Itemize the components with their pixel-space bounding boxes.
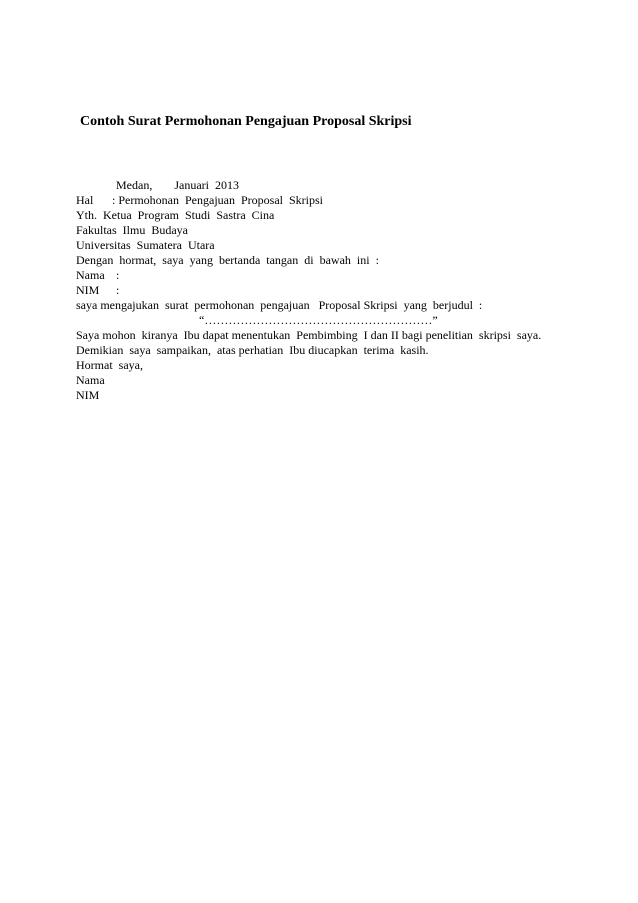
document-title: Contoh Surat Permohonan Pengajuan Proposal Skripsi (80, 114, 412, 129)
paragraph-2: Demikian saya sampaikan, atas perhatian Ibu diucapkan terima kasih. (76, 343, 429, 357)
paragraph-1: Saya mohon kiranya Ibu dapat menentukan Pembimbing I dan II bagi penelitian skripsi saya. (76, 328, 542, 342)
subject-line (76, 193, 541, 208)
quoted-title-line: “…………………………………………………” (199, 313, 438, 327)
date-value: Januari 2013 (174, 178, 239, 192)
recipient-line-3: Universitas Sumatera Utara (76, 238, 215, 252)
subject-value: : Permohonan Pengajuan Proposal Skripsi (112, 193, 323, 207)
greeting-line: Dengan hormat, saya yang bertanda tangan di bawah ini : (76, 253, 379, 267)
recipient-line-1: Yth. Ketua Program Studi Sastra Cina (76, 208, 275, 222)
nim-value: : (116, 283, 120, 297)
nama-value: : (116, 268, 120, 282)
date-line (76, 178, 541, 193)
letter-body (76, 178, 541, 403)
closing-line: Hormat saya, (76, 358, 143, 372)
signature-nim: NIM (76, 388, 100, 402)
signature-name: Nama (76, 373, 105, 387)
nim-line (76, 283, 541, 298)
subject-label: Hal (76, 193, 94, 207)
recipient-line-2: Fakultas Ilmu Budaya (76, 223, 188, 237)
nama-line (76, 268, 541, 283)
date-city: Medan, (116, 178, 153, 192)
request-line: saya mengajukan surat permohonan pengajuan Proposal Skripsi yang berjudul : (76, 298, 483, 312)
nama-label: Nama (76, 268, 105, 282)
nim-label: NIM (76, 283, 100, 297)
